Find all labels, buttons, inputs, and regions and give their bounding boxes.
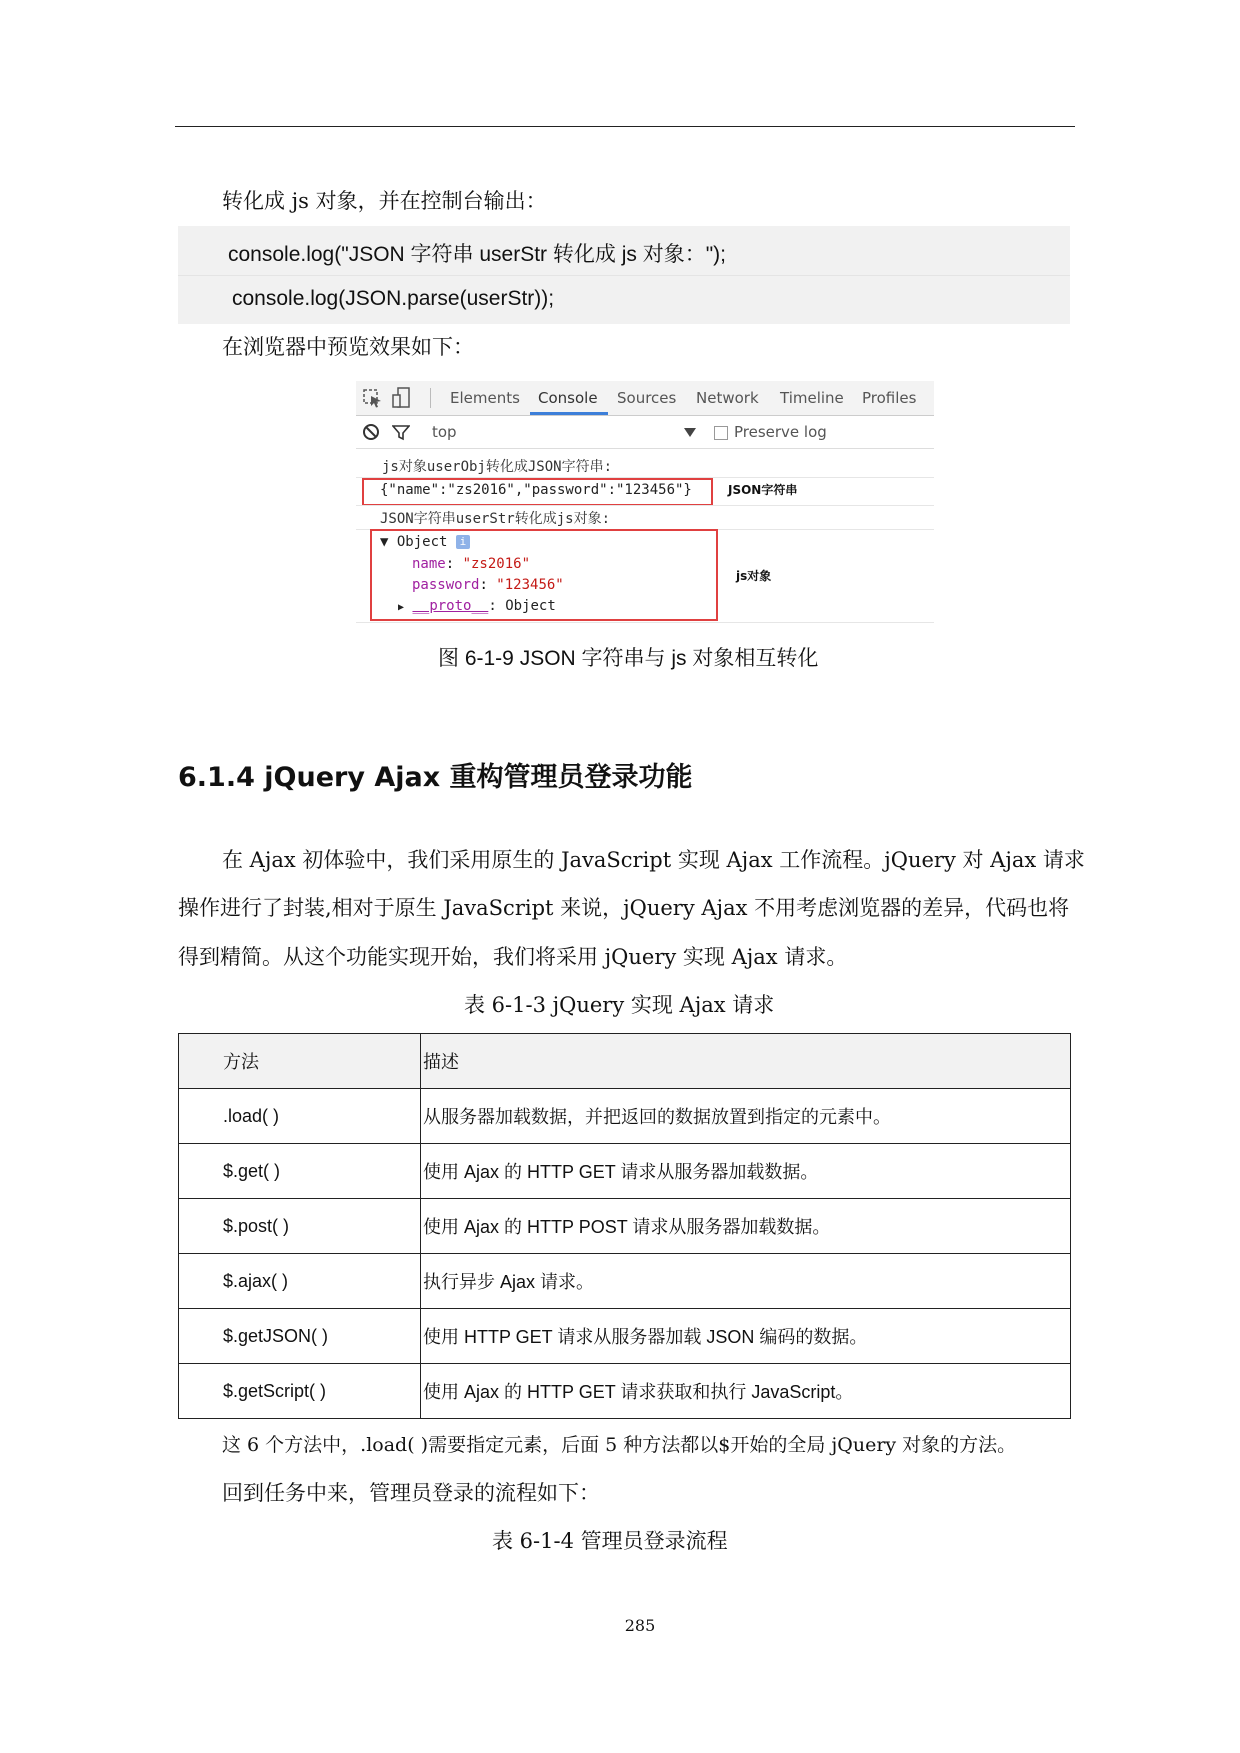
context-dropdown-arrow-icon[interactable] — [684, 428, 696, 438]
table2-caption: 表 6-1-4 管理员登录流程 — [492, 1529, 728, 1553]
object-annotation: js对象 — [736, 569, 772, 583]
object-row[interactable] — [380, 534, 470, 550]
method-cell: $.getScript( ) — [179, 1364, 421, 1419]
method-cell: .load( ) — [179, 1089, 421, 1144]
prop-password: password: "123456" — [412, 577, 564, 593]
console-log-2: JSON字符串userStr转化成js对象: — [380, 511, 611, 527]
method-cell: $.getJSON( ) — [179, 1309, 421, 1364]
page-number: 285 — [624, 1616, 656, 1635]
clear-console-icon[interactable] — [362, 423, 380, 441]
console-log-1: js对象userObj转化成JSON字符串: — [382, 459, 613, 475]
prop-proto[interactable]: ▶ __proto__: Object — [398, 598, 556, 614]
intro-text: 转化成 js 对象，并在控制台输出： — [222, 189, 547, 213]
devtools-figure — [356, 381, 934, 625]
header-method: 方法 — [179, 1034, 421, 1089]
method-cell: $.get( ) — [179, 1144, 421, 1199]
description-cell: 从服务器加载数据，并把返回的数据放置到指定的元素中。 — [421, 1089, 1071, 1144]
table-row — [179, 1364, 1071, 1419]
table-row — [179, 1309, 1071, 1364]
filter-icon[interactable] — [392, 424, 410, 441]
method-cell: $.post( ) — [179, 1199, 421, 1254]
code-block — [178, 226, 1070, 324]
object-label: Object — [396, 534, 448, 550]
device-mode-icon[interactable] — [392, 387, 412, 409]
preview-text: 在浏览器中预览效果如下： — [222, 335, 474, 359]
paragraph-line-2: 操作进行了封装,相对于原生 JavaScript 来说，jQuery Ajax 不用考虑浏览器的差异，代码也将 — [178, 896, 1070, 920]
table-row — [179, 1089, 1071, 1144]
table-header-row — [179, 1034, 1071, 1089]
header-rule — [175, 126, 1075, 127]
code-line-1: console.log("JSON 字符串 userStr 转化成 js 对象："); — [228, 243, 727, 266]
after-table-text: 这 6 个方法中，.load( )需要指定元素，后面 5 种方法都以$开始的全局 jQuery 对象的方法。 — [222, 1434, 1017, 1456]
table-row — [179, 1144, 1071, 1199]
code-line-2: console.log(JSON.parse(userStr)); — [232, 287, 555, 310]
section-title: 6.1.4 jQuery Ajax 重构管理员登录功能 — [178, 762, 693, 793]
devtools-tabbar — [356, 381, 934, 416]
preserve-log-checkbox[interactable] — [714, 426, 728, 440]
paragraph-line-1: 在 Ajax 初体验中，我们采用原生的 JavaScript 实现 Ajax 工作流程。jQuery 对 Ajax 请求 — [222, 848, 1085, 872]
method-cell: $.ajax( ) — [179, 1254, 421, 1309]
header-description: 描述 — [421, 1034, 1071, 1089]
description-cell: 使用 Ajax 的 HTTP GET 请求获取和执行 JavaScript。 — [421, 1364, 1071, 1419]
description-cell: 使用 Ajax 的 HTTP POST 请求从服务器加载数据。 — [421, 1199, 1071, 1254]
tab-profiles[interactable]: Profiles — [862, 389, 917, 407]
code-separator — [178, 275, 1070, 276]
preserve-log-label: Preserve log — [734, 423, 827, 441]
inspect-icon[interactable] — [362, 388, 384, 408]
console-toolbar — [356, 416, 934, 449]
description-cell: 执行异步 Ajax 请求。 — [421, 1254, 1071, 1309]
active-tab-indicator — [530, 412, 608, 415]
table-row — [179, 1254, 1071, 1309]
console-row-separator — [356, 622, 934, 623]
tab-sources[interactable]: Sources — [617, 389, 677, 407]
collapse-triangle-icon[interactable]: ▶ — [398, 602, 405, 613]
paragraph-line-3: 得到精简。从这个功能实现开始，我们将采用 jQuery 实现 Ajax 请求。 — [178, 945, 848, 969]
tab-network[interactable]: Network — [696, 389, 759, 407]
tab-timeline[interactable]: Timeline — [780, 389, 844, 407]
flow-intro-text: 回到任务中来，管理员登录的流程如下： — [222, 1481, 600, 1505]
tabbar-divider — [430, 388, 431, 408]
json-annotation: JSON字符串 — [728, 483, 798, 497]
console-row-separator — [356, 505, 934, 506]
tab-elements[interactable]: Elements — [450, 389, 520, 407]
prop-name: name: "zs2016" — [412, 556, 531, 572]
description-cell: 使用 Ajax 的 HTTP GET 请求从服务器加载数据。 — [421, 1144, 1071, 1199]
tab-console[interactable]: Console — [538, 389, 598, 407]
context-selector[interactable]: top — [432, 423, 457, 441]
description-cell: 使用 HTTP GET 请求从服务器加载 JSON 编码的数据。 — [421, 1309, 1071, 1364]
table-caption: 表 6-1-3 jQuery 实现 Ajax 请求 — [464, 993, 775, 1017]
table-row — [179, 1199, 1071, 1254]
info-icon: i — [456, 535, 470, 549]
figure-caption: 图 6-1-9 JSON 字符串与 js 对象相互转化 — [438, 647, 819, 670]
json-output: {"name":"zs2016","password":"123456"} — [380, 482, 692, 498]
expand-triangle-icon[interactable]: ▼ — [380, 534, 389, 550]
methods-table — [178, 1033, 1071, 1419]
